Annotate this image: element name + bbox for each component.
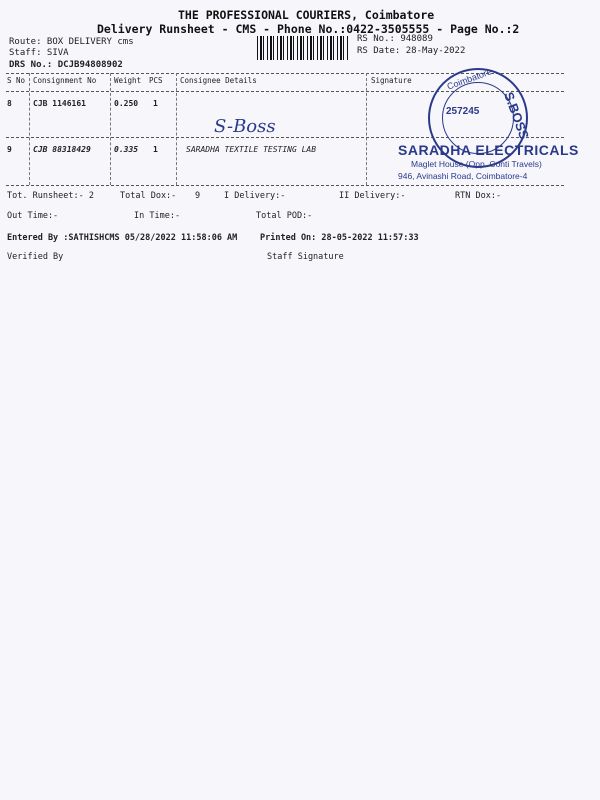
col-consignment: Consignment No <box>33 76 97 85</box>
total-runsheet: Tot. Runsheet:- 2 <box>7 191 94 201</box>
stamp-address-line1: Maglet House (Opp. Conti Travels) <box>411 159 542 169</box>
seal-side-text: S.BOSS <box>501 89 533 142</box>
row-weight: 0.250 <box>114 99 139 108</box>
staff-label: Staff: SIVA <box>9 48 69 58</box>
row-sno: 8 <box>7 99 12 108</box>
handwritten-signature <box>212 112 302 138</box>
row-consignment: CJB 1146161 <box>33 99 86 108</box>
verified-by: Verified By <box>7 252 64 262</box>
total-dox-label: Total Dox:- <box>120 191 177 201</box>
entered-by: Entered By :SATHISHCMS 05/28/2022 11:58:06 AM <box>7 233 238 243</box>
row-rule <box>6 185 564 186</box>
rs-date: RS Date: 28-May-2022 <box>357 46 466 56</box>
rtn-dox: RTN Dox:- <box>455 191 502 201</box>
runsheet-title: Delivery Runsheet - CMS - Phone No.:0422-3505555 - Page No.:2 <box>97 22 520 36</box>
ii-delivery: II Delivery:- <box>339 191 406 201</box>
row-pcs: 1 <box>153 99 158 108</box>
row-pcs: 1 <box>153 145 158 154</box>
out-time: Out Time:- <box>7 211 59 221</box>
row-consignment: CJB 88318429 <box>33 145 91 154</box>
route-label: Route: BOX DELIVERY cms <box>9 37 134 47</box>
col-divider <box>366 73 367 185</box>
col-consignee: Consignee Details <box>180 76 257 85</box>
i-delivery: I Delivery:- <box>224 191 286 201</box>
staff-signature: Staff Signature <box>267 252 344 262</box>
seal-number: 257245 <box>446 106 480 117</box>
in-time: In Time:- <box>134 211 181 221</box>
row-sno: 9 <box>7 145 12 154</box>
total-dox-value: 9 <box>195 191 201 201</box>
seal-top-text: Coimbatore <box>445 66 493 92</box>
barcode <box>257 36 349 60</box>
stamp-address-line2: 946, Avinashi Road, Coimbatore-4 <box>398 171 528 181</box>
printed-on: Printed On: 28-05-2022 11:57:33 <box>260 233 419 243</box>
company-title: THE PROFESSIONAL COURIERS, Coimbatore <box>178 8 435 22</box>
stamp-company-name: SARADHA ELECTRICALS <box>398 142 579 158</box>
col-signature: Signature <box>371 76 412 85</box>
row-consignee: SARADHA TEXTILE TESTING LAB <box>186 145 317 154</box>
row-weight: 0.335 <box>114 145 139 154</box>
col-sno: S No <box>7 76 26 85</box>
col-divider <box>29 73 30 185</box>
col-weight: Weight <box>114 76 142 85</box>
drs-number: DRS No.: DCJB94808902 <box>9 60 123 70</box>
total-pod: Total POD:- <box>256 211 313 221</box>
svg-text:S-Boss: S-Boss <box>214 116 276 137</box>
col-divider <box>110 73 111 185</box>
rs-number: RS No.: 948089 <box>357 34 433 44</box>
col-pcs: PCS <box>149 76 163 85</box>
col-divider <box>176 73 177 185</box>
